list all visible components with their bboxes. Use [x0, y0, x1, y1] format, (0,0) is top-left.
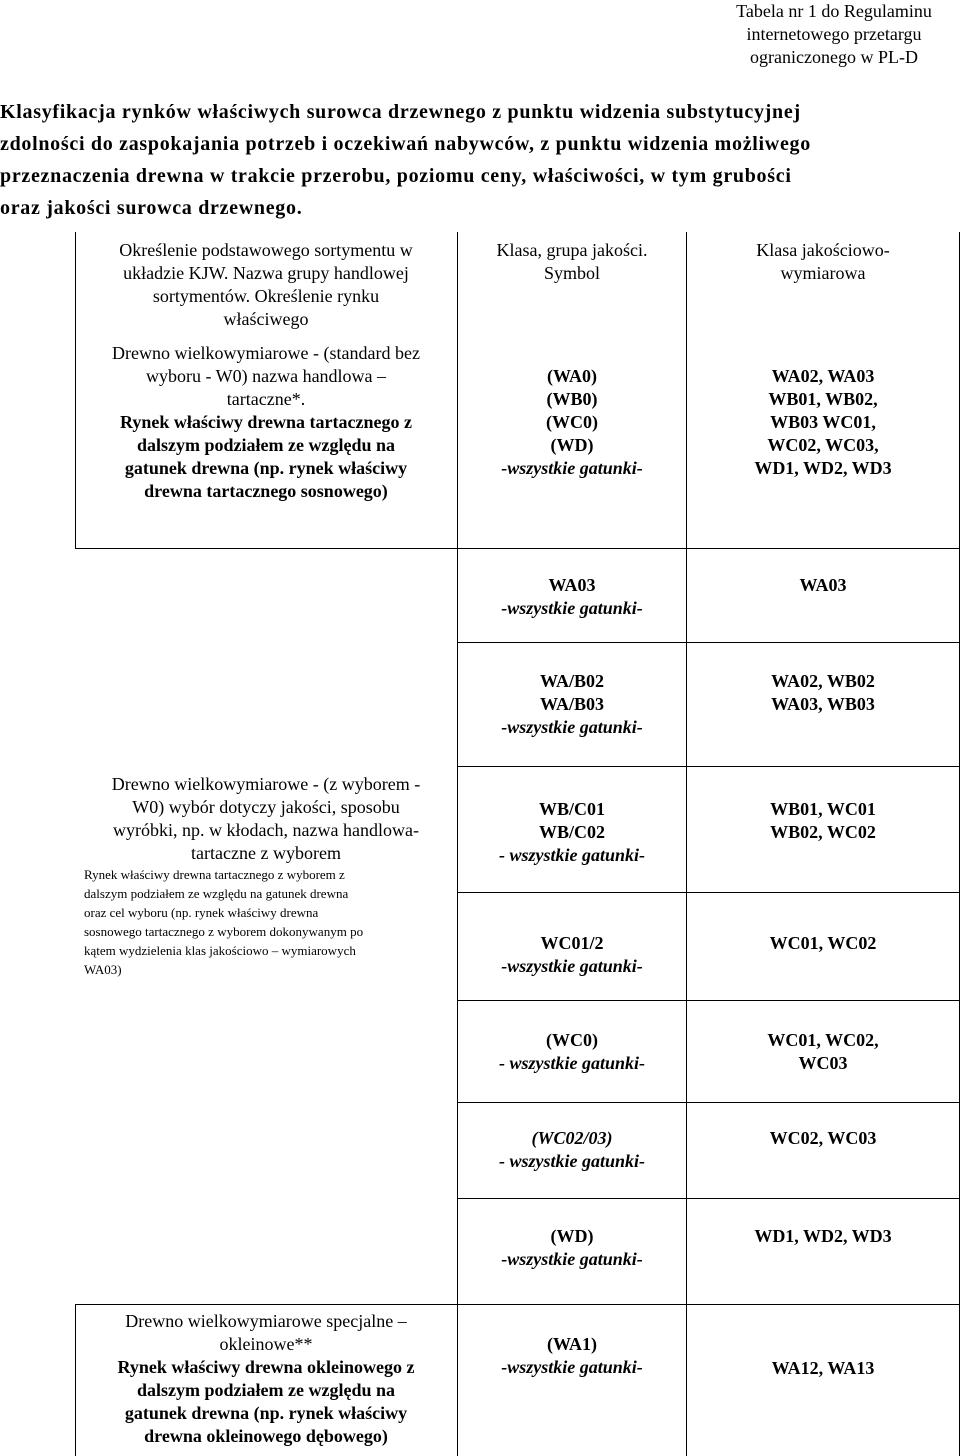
row-wab-dimensions	[689, 670, 957, 716]
header-text: wymiarowa	[780, 263, 866, 283]
header-text: Klasa, grupa jakości.	[496, 240, 648, 260]
row-wa03-dimensions	[689, 574, 957, 597]
description-text: wyboru - W0) nazwa handlowa –	[145, 366, 387, 386]
table-border	[457, 1000, 959, 1001]
class-symbol: (WC02/03)	[531, 1128, 613, 1148]
description-text: okleinowe**	[219, 1334, 313, 1354]
description-text: tartaczne*.	[226, 389, 306, 409]
title-line: Klasyfikacja rynków właściwych surowca drzewnego z punktu widzenia substytucyjnej	[0, 101, 801, 123]
dimension-class: WA02, WB02	[771, 671, 875, 691]
description-text: W0) wybór dotyczy jakości, sposobu	[132, 797, 400, 817]
row-wc0203-classes	[460, 1127, 684, 1173]
class-symbol: (WC0)	[546, 412, 598, 432]
market-text: Rynek właściwy drewna tartacznego z wyborem z	[84, 867, 345, 882]
group2-description	[80, 773, 452, 979]
table-border	[457, 642, 959, 643]
dimension-class: WC02, WC03	[769, 1128, 877, 1148]
description-text: wyróbki, np. w kłodach, nazwa handlowa-	[113, 820, 419, 840]
market-text: sosnowego tartacznego z wyborem dokonywanym po	[84, 924, 364, 939]
class-symbol: WA03	[548, 575, 596, 595]
row-wc0203-dimensions	[689, 1127, 957, 1150]
table-border	[75, 232, 76, 548]
header-text: Symbol	[543, 263, 600, 283]
market-text: dalszym podziałem ze względu na	[137, 435, 395, 455]
document-title	[0, 96, 960, 224]
class-symbol: (WC0)	[546, 1030, 598, 1050]
class-symbol: (WA1)	[547, 1334, 597, 1354]
header-note-line: internetowego przetargu	[746, 24, 922, 44]
row-wbc-classes	[460, 798, 684, 867]
header-text: właściwego	[223, 309, 309, 329]
header-dimension-class	[689, 239, 957, 285]
row-wab-classes	[460, 670, 684, 739]
description-text: tartaczne z wyborem	[191, 843, 341, 863]
market-text: gatunek drewna (np. rynek właściwy	[124, 1403, 408, 1423]
description-text: Drewno wielkowymiarowe specjalne –	[125, 1311, 407, 1331]
table-border	[457, 232, 458, 1456]
dimension-class: WA03	[799, 575, 847, 595]
market-text: oraz cel wyboru (np. rynek właściwy drewna	[84, 905, 319, 920]
class-symbol: WB/C01	[538, 799, 605, 819]
header-text: układzie KJW. Nazwa grupy handlowej	[123, 263, 409, 283]
class-symbol: (WB0)	[546, 389, 598, 409]
dimension-class: WD1, WD2, WD3	[754, 458, 892, 478]
row-wd-dimensions	[689, 1225, 957, 1248]
class-symbol: (WD)	[550, 435, 594, 455]
row-wd-classes	[460, 1225, 684, 1271]
class-symbol: WC01/2	[540, 933, 604, 953]
row-wc012-dimensions	[689, 932, 957, 955]
table-border	[457, 1102, 959, 1103]
species-note: - wszystkie gatunki-	[498, 1053, 645, 1073]
table-border	[686, 232, 687, 1456]
description-text: Drewno wielkowymiarowe - (standard bez	[112, 343, 420, 363]
table-border	[457, 1198, 959, 1199]
dimension-class: WD1, WD2, WD3	[754, 1226, 892, 1246]
dimension-class: WA02, WA03	[771, 366, 875, 386]
class-symbol: WB/C02	[538, 822, 605, 842]
dimension-class: WC02, WC03,	[767, 435, 879, 455]
table-border	[75, 548, 959, 549]
dimension-class: WC03	[798, 1053, 848, 1073]
market-text: Rynek właściwy drewna tartacznego z	[120, 412, 412, 432]
dimension-class: WB03 WC01,	[770, 412, 876, 432]
header-note-line: ograniczonego w PL-D	[750, 47, 918, 67]
dimension-class: WC01, WC02	[769, 933, 877, 953]
header-quality-class	[460, 239, 684, 285]
class-symbol: (WA0)	[547, 366, 597, 386]
species-note: -wszystkie gatunki-	[501, 1249, 643, 1269]
species-note: - wszystkie gatunki-	[498, 1151, 645, 1171]
class-symbol: (WD)	[550, 1226, 594, 1246]
group3-dimensions	[689, 1357, 957, 1380]
group1-description	[80, 342, 452, 503]
species-note: -wszystkie gatunki-	[501, 458, 643, 478]
title-line: zdolności do zaspokajania potrzeb i oczekiwań nabywców, z punktu widzenia możliwego	[0, 133, 811, 155]
group1-classes	[460, 365, 684, 480]
dimension-class: WC01, WC02,	[767, 1030, 879, 1050]
title-line: przeznaczenia drewna w trakcie przerobu, poziomu ceny, właściwości, w tym grubości	[0, 165, 792, 187]
row-wa03-classes	[460, 574, 684, 620]
group3-description	[80, 1310, 452, 1448]
title-line: oraz jakości surowca drzewnego.	[0, 197, 303, 219]
group1-dimensions	[689, 365, 957, 480]
row-wbc-dimensions	[689, 798, 957, 844]
header-text: Klasa jakościowo-	[756, 240, 890, 260]
header-basic-assortment	[80, 239, 452, 331]
row-wc0-dimensions	[689, 1029, 957, 1075]
row-wc012-classes	[460, 932, 684, 978]
header-text: sortymentów. Określenie rynku	[152, 286, 380, 306]
market-text: drewna okleinowego dębowego)	[144, 1426, 388, 1446]
group3-classes	[460, 1333, 684, 1379]
dimension-class: WA12, WA13	[771, 1358, 875, 1378]
species-note: - wszystkie gatunki-	[498, 845, 645, 865]
market-text: dalszym podziałem ze względu na gatunek drewna	[84, 886, 349, 901]
row-wc0-classes	[460, 1029, 684, 1075]
table-border	[75, 1304, 959, 1305]
header-text: Określenie podstawowego sortymentu w	[119, 240, 413, 260]
market-text: WA03)	[84, 962, 122, 977]
market-text: Rynek właściwy drewna okleinowego z	[117, 1357, 415, 1377]
market-text: gatunek drewna (np. rynek właściwy	[124, 458, 408, 478]
dimension-class: WB02, WC02	[770, 822, 876, 842]
class-symbol: WA/B03	[539, 694, 604, 714]
header-note	[714, 0, 954, 69]
table-border	[457, 766, 959, 767]
dimension-class: WA03, WB03	[771, 694, 875, 714]
dimension-class: WB01, WC01	[770, 799, 876, 819]
species-note: -wszystkie gatunki-	[501, 598, 643, 618]
species-note: -wszystkie gatunki-	[501, 1357, 643, 1377]
market-text: kątem wydzielenia klas jakościowo – wymiarowych	[84, 943, 356, 958]
table-border	[457, 892, 959, 893]
description-text: Drewno wielkowymiarowe - (z wyborem -	[111, 774, 421, 794]
class-symbol: WA/B02	[539, 671, 604, 691]
header-note-line: Tabela nr 1 do Regulaminu	[736, 1, 932, 21]
market-text: drewna tartacznego sosnowego)	[144, 481, 388, 501]
species-note: -wszystkie gatunki-	[501, 956, 643, 976]
dimension-class: WB01, WB02,	[768, 389, 878, 409]
market-text: dalszym podziałem ze względu na	[137, 1380, 395, 1400]
species-note: -wszystkie gatunki-	[501, 717, 643, 737]
table-border	[75, 1304, 76, 1456]
